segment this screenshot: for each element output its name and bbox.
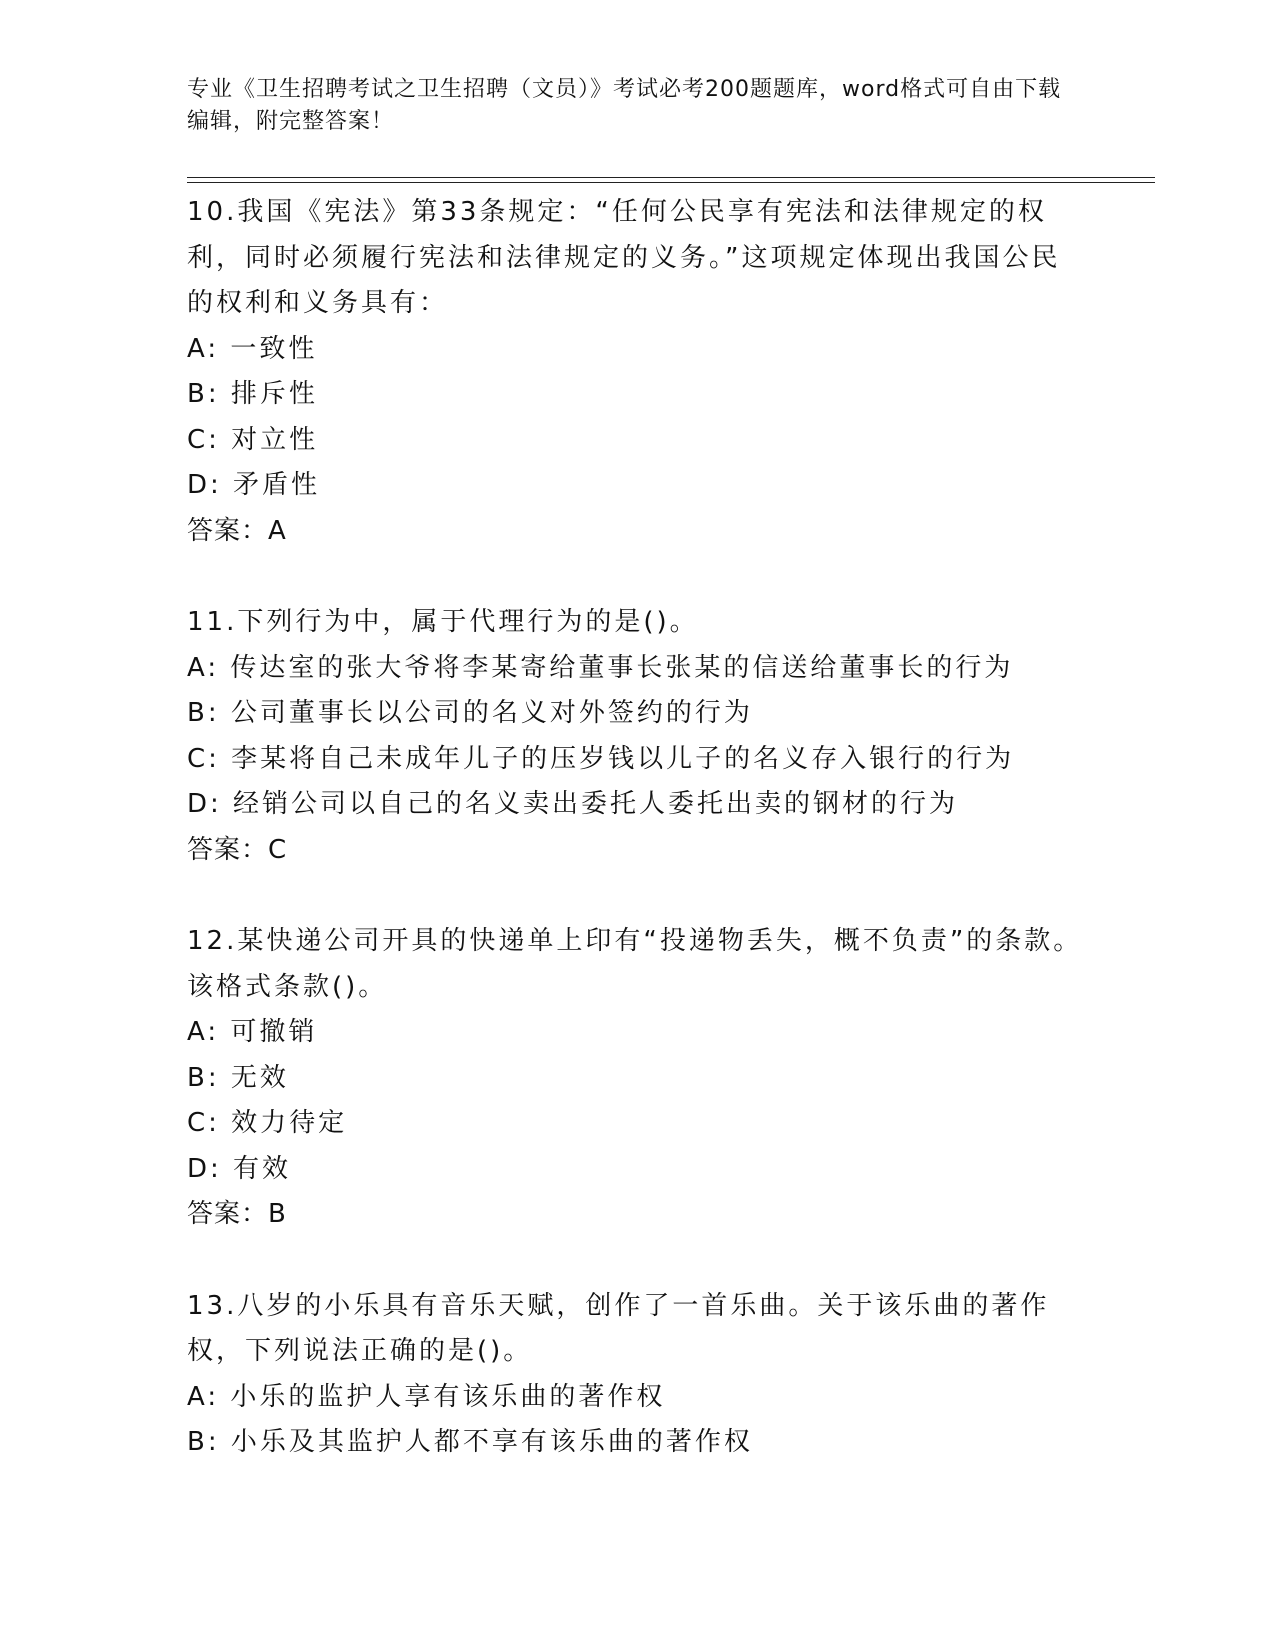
answer-value: C xyxy=(268,834,288,865)
question-10 xyxy=(187,190,1087,554)
question-text: 12.某快递公司开具的快递单上印有“投递物丢失，概不负责”的条款。该格式条款()。 xyxy=(187,926,1083,1002)
question-12 xyxy=(187,919,1087,1238)
option-a: A: 小乐的监护人享有该乐曲的著作权 xyxy=(187,1381,666,1412)
header-divider-bottom xyxy=(187,182,1155,183)
question-text: 10.我国《宪法》第33条规定：“任何公民享有宪法和法律规定的权利，同时必须履行宪法和法律规定的义务。”这项规定体现出我国公民的权利和义务具有： xyxy=(187,197,1061,318)
answer-label: 答案： xyxy=(187,834,269,865)
option-b: B: 公司董事长以公司的名义对外签约的行为 xyxy=(187,698,753,728)
answer-label: 答案： xyxy=(187,515,269,546)
option-d: D: 矛盾性 xyxy=(187,470,321,500)
answer-label: 答案： xyxy=(187,1199,269,1229)
answer-line xyxy=(187,1192,1087,1238)
option-c: C: 李某将自己未成年儿子的压岁钱以儿子的名义存入银行的行为 xyxy=(187,743,1015,774)
option-a: A: 可撤销 xyxy=(187,1017,318,1047)
question-text: 13.八岁的小乐具有音乐天赋，创作了一首乐曲。关于该乐曲的著作权，下列说法正确的是()。 xyxy=(187,1290,1050,1366)
answer-line xyxy=(187,828,1087,874)
question-list xyxy=(187,190,1087,1466)
option-b: B: 无效 xyxy=(187,1062,289,1093)
header-divider-top xyxy=(187,177,1155,178)
option-a: A: 传达室的张大爷将李某寄给董事长张某的信送给董事长的行为 xyxy=(187,652,1014,683)
answer-value: B xyxy=(268,1199,287,1229)
option-a: A: 一致性 xyxy=(187,333,318,364)
option-b: B: 排斥性 xyxy=(187,379,318,409)
option-d: D: 经销公司以自己的名义卖出委托人委托出卖的钢材的行为 xyxy=(187,789,959,819)
answer-line xyxy=(187,509,1087,555)
question-13 xyxy=(187,1284,1087,1466)
option-d: D: 有效 xyxy=(187,1153,292,1184)
option-b: B: 小乐及其监护人都不享有该乐曲的著作权 xyxy=(187,1427,753,1457)
answer-value: A xyxy=(268,515,287,546)
question-text: 11.下列行为中，属于代理行为的是()。 xyxy=(187,607,699,637)
document-header: 专业《卫生招聘考试之卫生招聘（文员）》考试必考200题题库，word格式可自由下载编辑，附完整答案！ xyxy=(187,77,1062,134)
option-c: C: 效力待定 xyxy=(187,1108,348,1138)
option-c: C: 对立性 xyxy=(187,424,319,455)
question-11 xyxy=(187,600,1087,873)
